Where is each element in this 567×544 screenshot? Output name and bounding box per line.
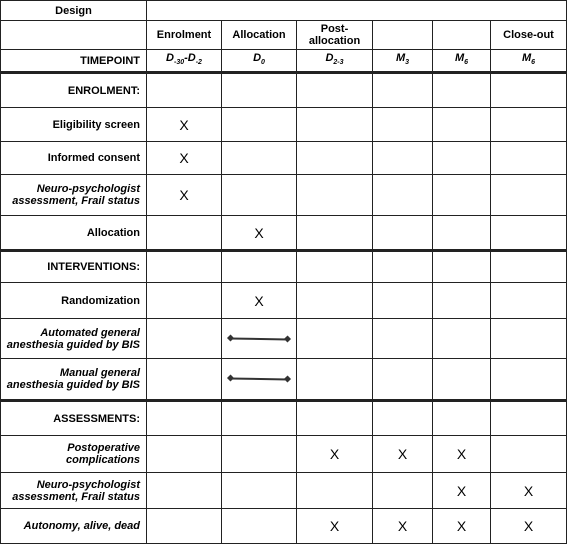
schedule-cell [146,282,222,319]
schedule-cell [221,435,297,473]
schedule-cell [221,282,297,319]
schedule-cell [372,358,433,400]
schedule-cell [372,472,433,509]
timepoint-value: $M_6$ [454,51,469,67]
schedule-cell [432,508,491,544]
x-mark: X [523,482,534,499]
schedule-cell [432,399,491,436]
row-label-cell [0,71,147,108]
period-header [146,20,222,50]
period-header [296,20,373,50]
schedule-cell [146,71,222,108]
schedule-cell [221,318,297,359]
schedule-cell [146,435,222,473]
x-mark: X [254,224,264,241]
schedule-cell [432,249,491,283]
schedule-cell [490,249,567,283]
row-label: Automated general anesthesia guided by BIS [6,326,140,351]
schedule-cell [490,358,567,400]
schedule-cell [146,174,222,216]
row-label-cell [0,318,147,359]
schedule-cell [372,282,433,319]
timepoint-cell [372,49,433,72]
schedule-cell [221,107,297,142]
schedule-cell [296,215,373,250]
row-label-cell [0,282,147,319]
schedule-cell [221,399,297,436]
schedule-cell [146,318,222,359]
schedule-cell [490,215,567,250]
timepoint-cell [296,49,373,72]
schedule-cell [221,508,297,544]
schedule-cell [490,435,567,473]
schedule-cell [372,71,433,108]
schedule-cell [432,358,491,400]
row-label: Eligibility screen [52,118,140,131]
schedule-cell [490,282,567,319]
schedule-cell [221,472,297,509]
row-label-cell [0,399,147,436]
schedule-cell [221,215,297,250]
row-label: Informed consent [47,152,140,164]
duration-line [230,337,288,340]
row-label-cell [0,107,147,142]
schedule-cell [221,174,297,216]
schedule-cell [372,435,433,473]
timepoint-cell [490,49,567,72]
x-mark: X [329,446,340,462]
schedule-cell [146,215,222,250]
design-header [0,0,147,21]
schedule-cell [296,435,373,473]
timepoint-value: $M_3$ [395,51,410,67]
schedule-cell [490,318,567,359]
row-label-cell [0,141,147,175]
schedule-cell [146,399,222,436]
row-label-cell [0,215,147,250]
period-header [372,20,433,50]
schedule-cell [146,472,222,509]
schedule-cell [296,71,373,108]
schedule-cell [146,141,222,175]
row-label: Neuro-psychologist assessment, Frail status [12,183,140,207]
schedule-cell [432,71,491,108]
schedule-cell [490,399,567,436]
row-label-cell [0,508,147,544]
period-header [221,20,297,50]
schedule-cell [432,141,491,175]
row-label: ASSESSMENTS: [53,412,140,425]
schedule-cell [432,435,491,473]
row-label: Randomization [61,294,140,307]
timepoint-cell [146,49,222,72]
period-label: Allocation [232,29,286,41]
timepoint-value: $D_{-30}-D_{-2}$ [166,51,202,67]
x-mark: X [456,446,467,462]
schedule-cell [221,358,297,400]
timepoint-cell [432,49,491,72]
timepoint-value: $D_{2-3}$ [325,51,344,67]
schedule-cell [146,358,222,400]
period-header-blank [0,20,147,50]
schedule-cell [372,399,433,436]
row-label-cell [0,249,147,283]
schedule-cell [432,318,491,359]
schedule-cell [490,472,567,509]
schedule-cell [372,215,433,250]
schedule-cell [372,318,433,359]
row-label: INTERVENTIONS: [47,261,140,273]
period-header [432,20,491,50]
x-mark: X [329,518,340,534]
timepoint-value: $D_0$ [253,51,265,67]
schedule-cell [372,141,433,175]
duration-line [230,377,288,380]
row-label: ENROLMENT: [67,84,140,97]
x-mark: X [254,292,264,309]
schedule-cell [146,508,222,544]
period-label: Close-out [503,29,554,41]
schedule-cell [490,174,567,216]
schedule-cell [296,399,373,436]
schedule-cell [146,249,222,283]
schedule-cell [372,249,433,283]
schedule-cell [296,282,373,319]
schedule-cell [432,215,491,250]
schedule-cell [490,107,567,142]
row-label-cell [0,174,147,216]
schedule-cell [432,107,491,142]
schedule-cell [146,107,222,142]
schedule-cell [372,174,433,216]
timepoint-label: TIMEPOINT [80,54,140,67]
x-mark: X [397,446,408,462]
row-label-cell [0,358,147,400]
schedule-cell [490,508,567,544]
row-label-cell [0,435,147,473]
schedule-cell [296,358,373,400]
timepoint-cell [221,49,297,72]
schedule-cell [432,282,491,319]
schedule-cell [432,174,491,216]
design-header-blank [146,0,567,21]
row-label: Neuro-psychologist assessment, Frail status [12,478,140,503]
x-mark: X [397,518,408,534]
schedule-cell [372,508,433,544]
x-mark: X [456,518,467,534]
schedule-cell [221,141,297,175]
schedule-cell [372,107,433,142]
schedule-cell [432,472,491,509]
row-label-cell [0,472,147,509]
schedule-cell [296,174,373,216]
x-mark: X [179,187,189,203]
schedule-cell [296,141,373,175]
schedule-cell [490,71,567,108]
x-mark: X [179,150,189,166]
row-label: Allocation [86,226,140,239]
period-label: Post-allocation [308,23,361,47]
schedule-cell [221,249,297,283]
schedule-cell [296,249,373,283]
row-label: Postoperative complications [66,442,140,466]
schedule-cell [221,71,297,108]
design-label: Design [55,4,92,17]
schedule-cell [296,472,373,509]
x-mark: X [523,518,534,534]
x-mark: X [456,482,467,499]
row-label: Autonomy, alive, dead [23,520,140,532]
period-header [490,20,567,50]
schedule-cell [490,141,567,175]
row-label: Manual general anesthesia guided by BIS [6,367,140,391]
timepoint-header [0,49,147,72]
schedule-cell [296,318,373,359]
period-label: Enrolment [156,29,212,41]
schedule-cell [296,107,373,142]
x-mark: X [179,116,189,133]
schedule-cell [296,508,373,544]
timepoint-value: $M_6$ [521,51,536,67]
